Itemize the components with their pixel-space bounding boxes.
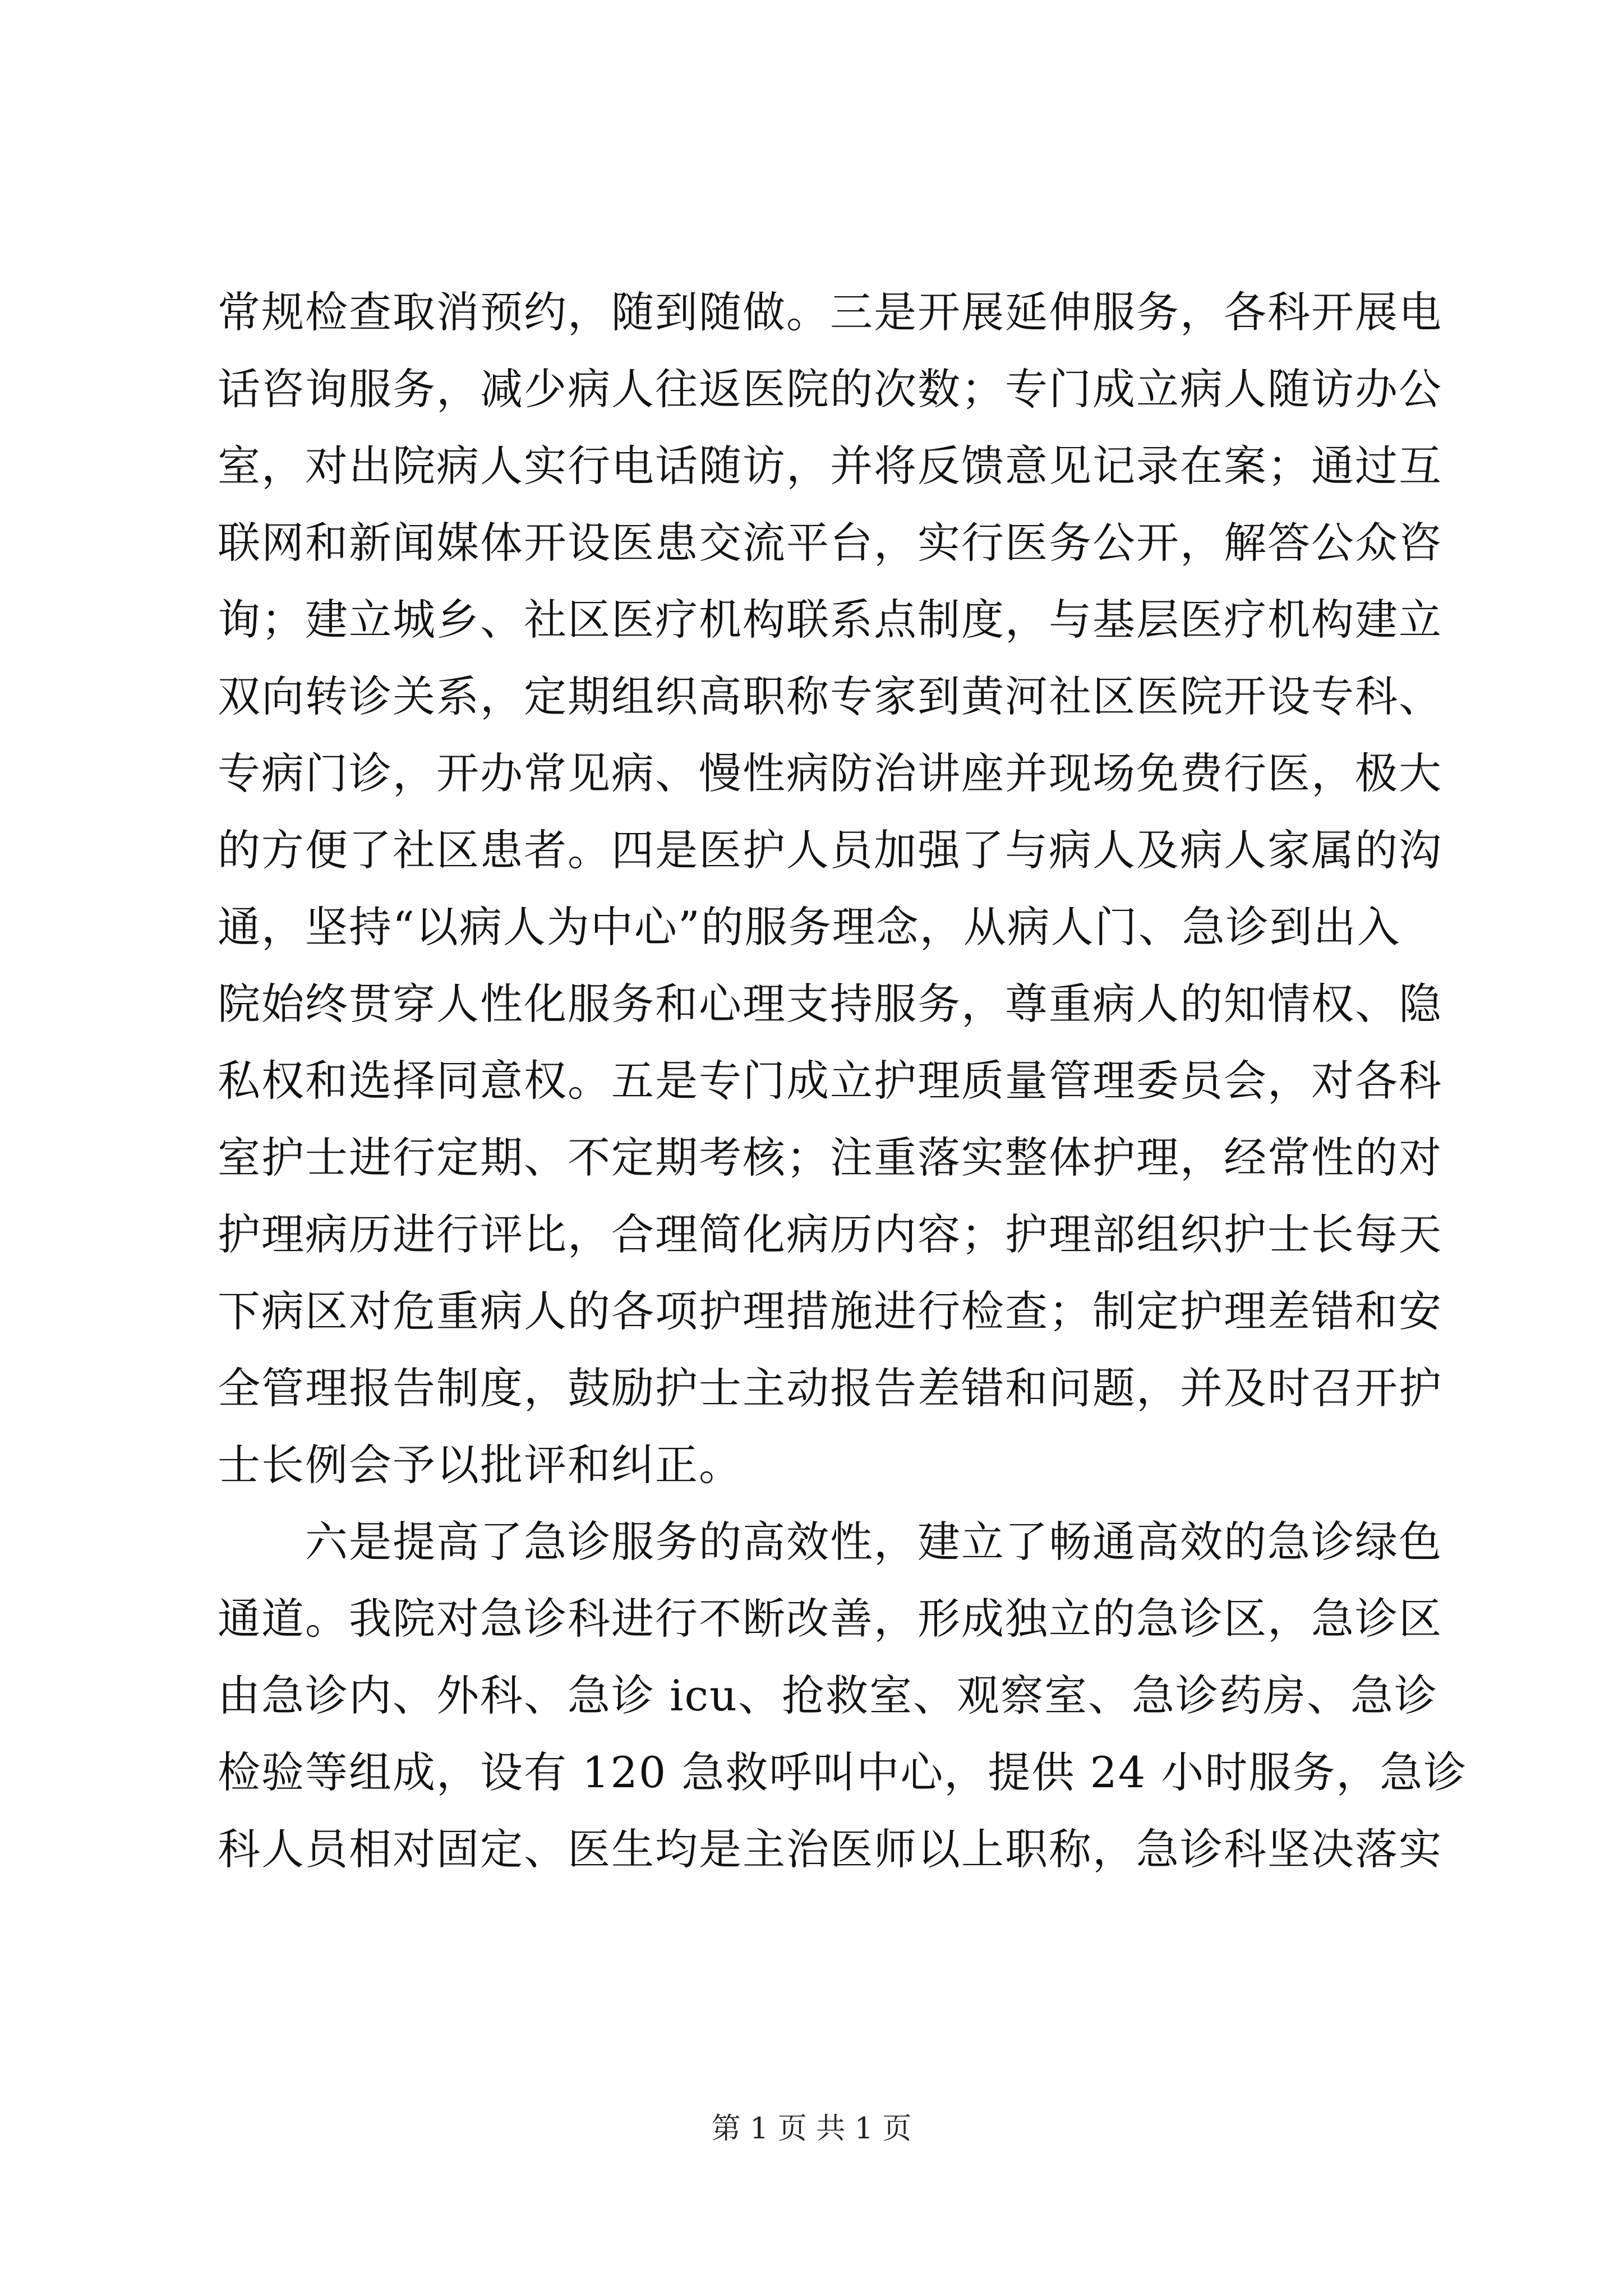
text-line: 由急诊内、外科、急诊 icu、抢救室、观察室、急诊药房、急诊 [218, 1671, 1438, 1720]
text-line: 通，坚持“以病人为中心”的服务理念，从病人门、急诊到出入 [218, 902, 1401, 952]
page-number: 第 1 页 共 1 页 [711, 2112, 912, 2146]
text-line: 院始终贯穿人性化服务和心理支持服务，尊重病人的知情权、隐 [218, 979, 1442, 1029]
text-line: 的方便了社区患者。四是医护人员加强了与病人及病人家属的沟 [218, 825, 1442, 875]
paragraph-1 [218, 274, 1442, 1503]
text-line: 通道。我院对急诊科进行不断改善，形成独立的急诊区，急诊区 [218, 1594, 1442, 1644]
text-line: 询；建立城乡、社区医疗机构联系点制度，与基层医疗机构建立 [218, 595, 1442, 645]
text-line: 检验等组成，设有 120 急救呼叫中心，提供 24 小时服务，急诊 [218, 1747, 1468, 1797]
text-line: 室护士进行定期、不定期考核；注重落实整体护理，经常性的对 [218, 1133, 1442, 1182]
text-line: 六是提高了急诊服务的高效性，建立了畅通高效的急诊绿色 [218, 1517, 1442, 1567]
text-line: 护理病历进行评比，合理简化病历内容；护理部组织护士长每天 [218, 1209, 1442, 1259]
text-line: 下病区对危重病人的各项护理措施进行检查；制定护理差错和安 [218, 1286, 1442, 1336]
text-line: 联网和新闻媒体开设医患交流平台，实行医务公开，解答公众咨 [218, 518, 1442, 568]
paragraph-2 [218, 1503, 1468, 1888]
text-line: 科人员相对固定、医生均是主治医师以上职称，急诊科坚决落实 [218, 1824, 1442, 1874]
body-text [218, 274, 1468, 1888]
text-line: 常规检查取消预约，随到随做。三是开展延伸服务，各科开展电 [218, 287, 1442, 337]
text-line: 话咨询服务，减少病人往返医院的次数；专门成立病人随访办公 [218, 364, 1442, 414]
text-line: 私权和选择同意权。五是专门成立护理质量管理委员会，对各科 [218, 1056, 1442, 1106]
text-line: 全管理报告制度，鼓励护士主动报告差错和问题，并及时召开护 [218, 1363, 1442, 1413]
text-line: 室，对出院病人实行电话随访，并将反馈意见记录在案；通过互 [218, 441, 1442, 491]
text-line: 专病门诊，开办常见病、慢性病防治讲座并现场免费行医，极大 [218, 748, 1442, 798]
text-line: 士长例会予以批评和纠正。 [218, 1440, 743, 1490]
text-line: 双向转诊关系，定期组织高职称专家到黄河社区医院开设专科、 [218, 671, 1442, 721]
page-footer [0, 2109, 1623, 2148]
